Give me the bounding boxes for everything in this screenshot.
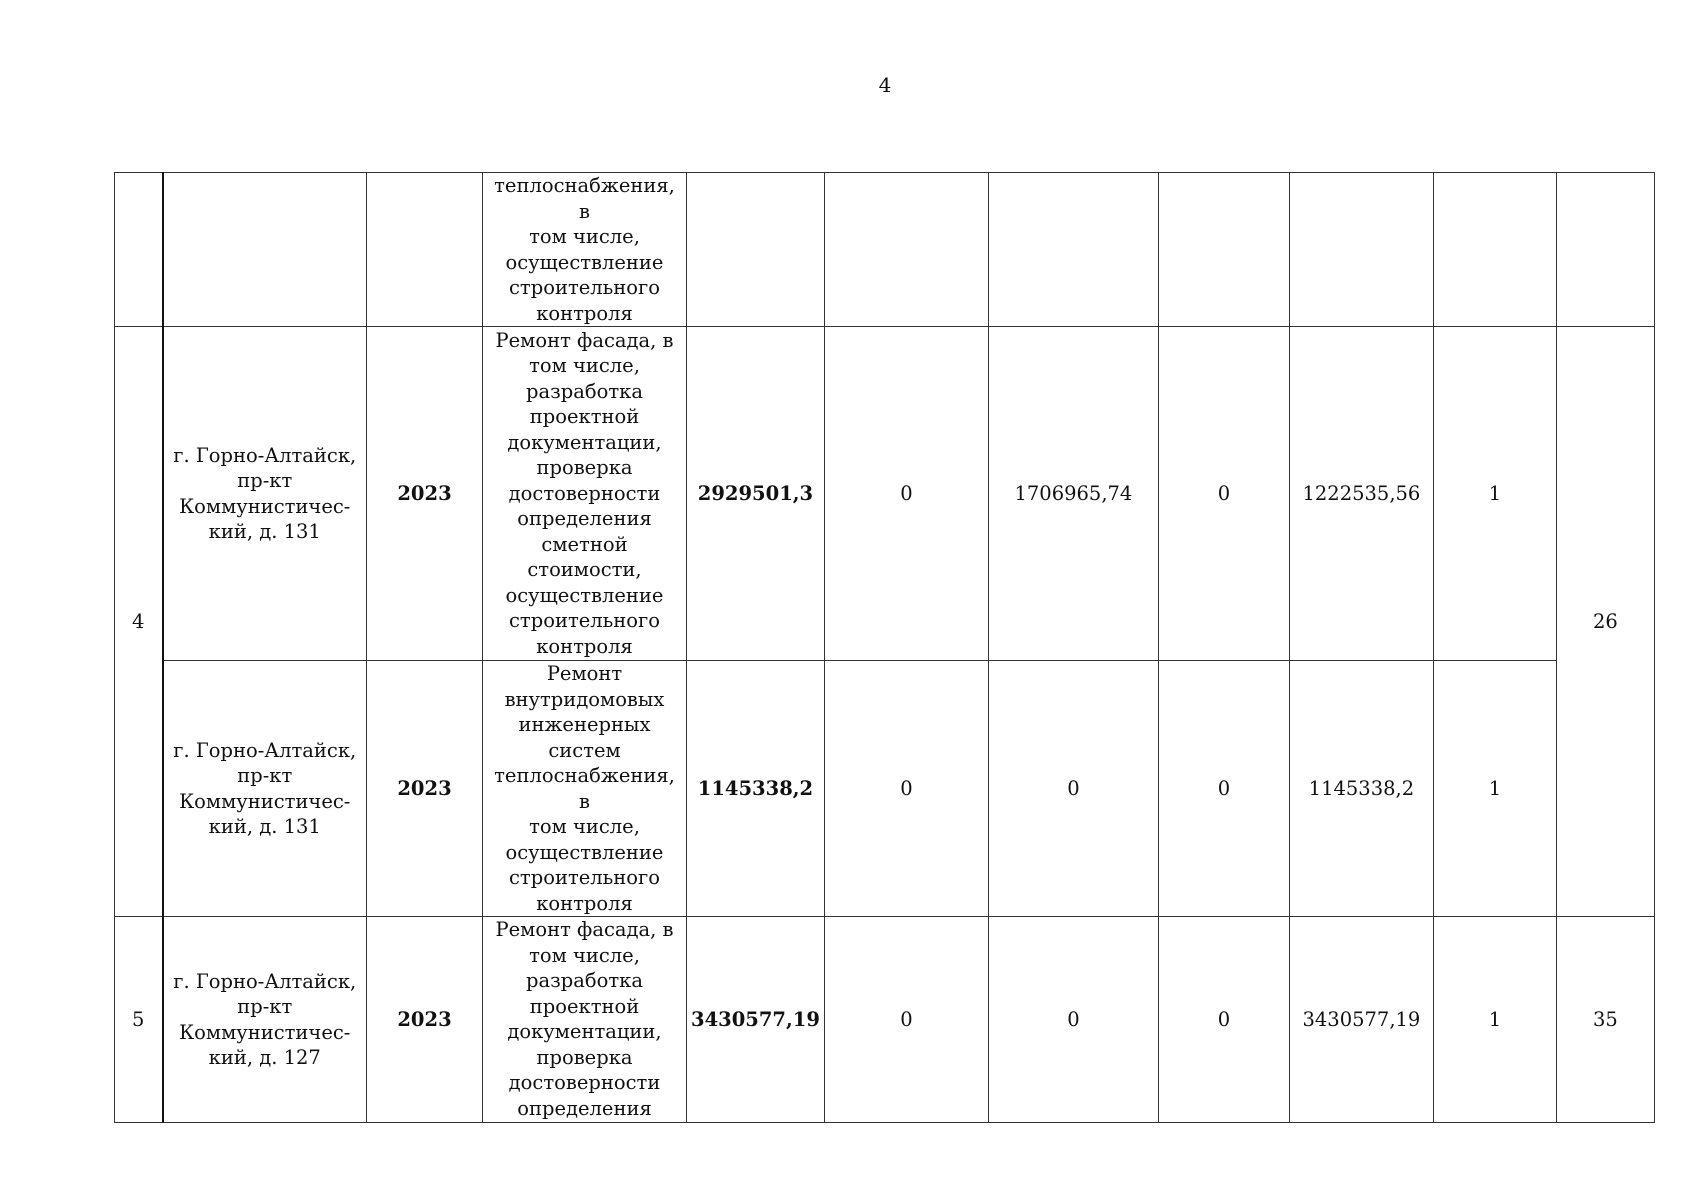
work-type-cell — [483, 173, 687, 327]
funding-cell: 0 — [988, 917, 1158, 1123]
last-column-cell — [1556, 173, 1654, 327]
work-line: теплоснабжения, в — [494, 174, 675, 223]
last-column-cell: 35 — [1556, 917, 1654, 1123]
work-line: проверка — [536, 456, 633, 480]
address-line: г. Горно-Алтайск, — [173, 738, 357, 762]
row-number-cell: 5 — [115, 917, 163, 1123]
work-line: достоверности — [508, 481, 661, 505]
work-line: проектной — [529, 405, 640, 429]
work-line: строительного — [509, 609, 660, 633]
funding-cell: 1145338,2 — [1289, 661, 1433, 917]
funding-cell: 3430577,19 — [1289, 917, 1433, 1123]
work-line: стоимости, — [527, 558, 642, 582]
funding-cell: 1706965,74 — [988, 327, 1158, 661]
table-row — [115, 173, 1655, 327]
funding-cell: 0 — [1158, 661, 1289, 917]
funding-cell — [824, 173, 988, 327]
work-line: разработка — [526, 969, 643, 992]
work-type-cell — [483, 327, 687, 661]
work-line: внутридомовых — [504, 687, 665, 711]
total-cost-cell — [687, 173, 825, 327]
address-cell — [163, 173, 367, 327]
count-cell: 1 — [1433, 917, 1556, 1123]
work-line: строительного — [509, 866, 660, 889]
row-number-cell — [115, 173, 163, 327]
funding-cell: 0 — [1158, 327, 1289, 661]
address-cell — [163, 661, 367, 917]
funding-cell — [988, 173, 1158, 327]
funding-cell: 1222535,56 — [1289, 327, 1433, 661]
work-line: строительного — [509, 276, 660, 299]
capital-repair-table — [114, 172, 1655, 1123]
funding-cell: 0 — [1158, 917, 1289, 1123]
work-line: том числе, — [529, 815, 640, 838]
address-line: Коммунистичес- — [179, 1020, 351, 1044]
work-line: контроля — [536, 634, 633, 658]
work-line: теплоснабжения, в — [494, 764, 675, 813]
work-line: документации, — [507, 430, 662, 454]
year-cell: 2023 — [367, 917, 483, 1123]
funding-cell: 0 — [988, 661, 1158, 917]
work-line: осуществление — [505, 840, 664, 864]
funding-cell: 0 — [824, 917, 988, 1123]
work-line: определения — [517, 1096, 652, 1120]
work-line: сметной — [541, 532, 628, 556]
row-number-cell: 4 — [115, 327, 163, 917]
page-number: 4 — [878, 73, 892, 97]
address-line: кий, д. 127 — [208, 1046, 321, 1069]
funding-cell: 0 — [824, 327, 988, 661]
total-cost-cell: 3430577,19 — [687, 917, 825, 1123]
work-line: систем — [548, 738, 621, 762]
address-line: кий, д. 131 — [208, 520, 321, 543]
address-line: Коммунистичес- — [179, 789, 351, 813]
work-line: том числе, — [529, 943, 640, 967]
work-line: контроля — [536, 301, 633, 325]
address-line: г. Горно-Алтайск, — [173, 969, 357, 993]
work-line: достоверности — [508, 1071, 661, 1094]
work-line: осуществление — [505, 250, 664, 274]
address-line: г. Горно-Алтайск, — [173, 443, 357, 467]
work-line: проектной — [529, 994, 640, 1018]
work-line: Ремонт фасада, в — [495, 918, 674, 941]
last-column-cell: 26 — [1556, 327, 1654, 917]
work-line: контроля — [536, 891, 633, 915]
work-type-cell — [483, 917, 687, 1123]
work-line: проверка — [536, 1045, 633, 1069]
work-line: документации, — [507, 1020, 662, 1043]
total-cost-cell: 1145338,2 — [687, 661, 825, 917]
funding-cell — [1289, 173, 1433, 327]
table-row — [115, 661, 1655, 917]
address-line: пр-кт — [237, 995, 293, 1018]
year-cell: 2023 — [367, 327, 483, 661]
total-cost-cell: 2929501,3 — [687, 327, 825, 661]
work-line: том числе, — [529, 354, 640, 378]
table-row — [115, 917, 1655, 1123]
count-cell: 1 — [1433, 661, 1556, 917]
funding-cell: 0 — [824, 661, 988, 917]
address-cell — [163, 917, 367, 1123]
table-row — [115, 327, 1655, 661]
work-line: разработка — [526, 379, 643, 403]
work-line: определения — [517, 507, 652, 531]
work-line: Ремонт — [546, 662, 623, 685]
funding-cell — [1158, 173, 1289, 327]
address-line: пр-кт — [237, 764, 293, 787]
address-line: Коммунистичес- — [179, 494, 351, 518]
work-type-cell — [483, 661, 687, 917]
work-line: инженерных — [518, 713, 651, 736]
address-line: пр-кт — [237, 469, 293, 492]
address-cell — [163, 327, 367, 661]
count-cell: 1 — [1433, 327, 1556, 661]
year-cell — [367, 173, 483, 327]
count-cell — [1433, 173, 1556, 327]
year-cell: 2023 — [367, 661, 483, 917]
work-line: Ремонт фасада, в — [495, 328, 674, 352]
work-line: осуществление — [505, 583, 664, 607]
work-line: том числе, — [529, 225, 640, 248]
address-line: кий, д. 131 — [208, 815, 321, 838]
